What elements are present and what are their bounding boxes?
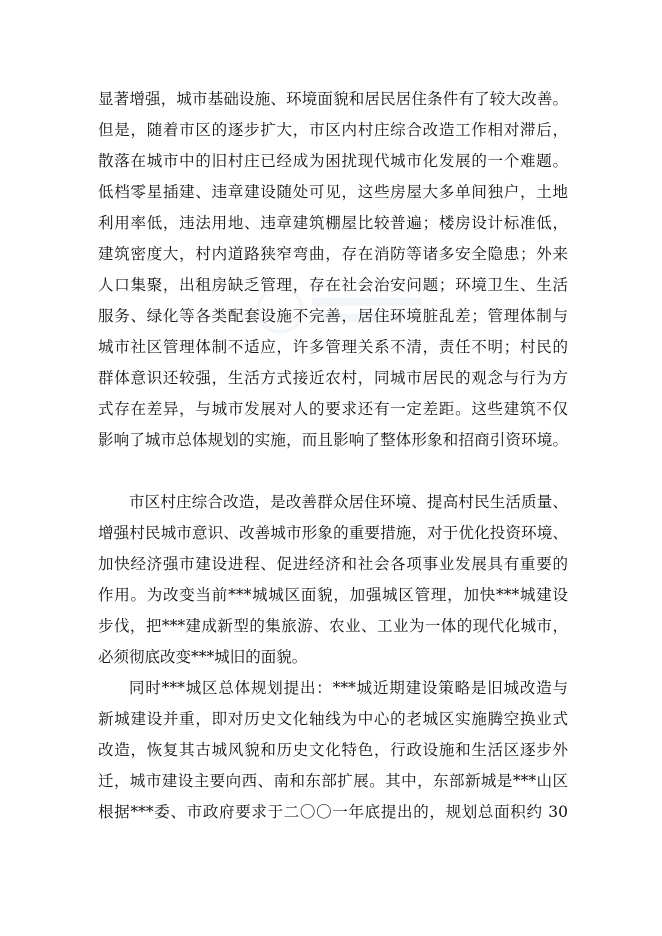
paragraph-2-line-1: 市区村庄综合改造，是改善群众居住环境、提高村民生活质量、: [129, 493, 568, 511]
paragraph-3-line-4: 迁，城市建设主要向西、南和东部扩展。其中，东部新城是***山区: [98, 772, 568, 790]
paragraph-3-line-5: 根据***委、市政府要求于二〇〇一年底提出的，规划总面积约 30: [98, 803, 568, 821]
paragraph-3-line-2: 新城建设并重，即对历史文化轴线为中心的老城区实施腾空换业式: [98, 710, 568, 728]
paragraph-1-line-10: 群体意识还较强，生活方式接近农村，同城市居民的观念与行为方: [98, 369, 568, 387]
paragraph-1-line-3: 散落在城市中的旧村庄已经成为困扰现代城市化发展的一个难题。: [98, 152, 568, 170]
paragraph-2-line-3: 加快经济强市建设进程、促进经济和社会各项事业发展具有重要的: [98, 555, 568, 573]
paragraph-1-line-12: 影响了城市总体规划的实施，而且影响了整体形象和招商引资环境。: [98, 431, 568, 449]
paragraph-1-line-1: 显著增强，城市基础设施、环境面貌和居民居住条件有了较大改善。: [98, 90, 568, 108]
paragraph-2-line-6: 必须彻底改变***城旧的面貌。: [98, 648, 308, 666]
paragraph-1-line-11: 式存在差异，与城市发展对人的要求还有一定差距。这些建筑不仅: [98, 400, 568, 418]
paragraph-1-line-4: 低档零星插建、违章建设随处可见，这些房屋大多单间独户，土地: [98, 183, 568, 201]
paragraph-1-line-6: 建筑密度大，村内道路狭窄弯曲，存在消防等诸多安全隐患；外来: [98, 245, 568, 263]
paragraph-1-line-7: 人口集聚，出租房缺乏管理，存在社会治安问题；环境卫生、生活: [98, 276, 568, 294]
paragraph-1-line-9: 城市社区管理体制不适应，许多管理关系不清，责任不明；村民的: [98, 338, 568, 356]
paragraph-2-line-4: 作用。为改变当前***城城区面貌，加强城区管理，加快***城建设: [98, 586, 568, 604]
paragraph-3-line-3: 改造，恢复其古城风貌和历史文化特色，行政设施和生活区逐步外: [98, 741, 568, 759]
paragraph-1-line-2: 但是，随着市区的逐步扩大，市区内村庄综合改造工作相对滞后，: [98, 121, 568, 139]
paragraph-2-line-5: 步伐，把***建成新型的集旅游、农业、工业为一体的现代化城市，: [98, 617, 568, 635]
paragraph-3-line-1: 同时***城区总体规划提出：***城近期建设策略是旧城改造与: [129, 679, 568, 697]
paragraph-2-line-2: 增强村民城市意识、改善城市形象的重要措施，对于优化投资环境、: [98, 524, 568, 542]
paragraph-1-line-8: 服务、绿化等各类配套设施不完善，居住环境脏乱差；管理体制与: [98, 307, 568, 325]
paragraph-1-line-5: 利用率低，违法用地、违章建筑棚屋比较普遍；楼房设计标准低，: [98, 214, 568, 232]
